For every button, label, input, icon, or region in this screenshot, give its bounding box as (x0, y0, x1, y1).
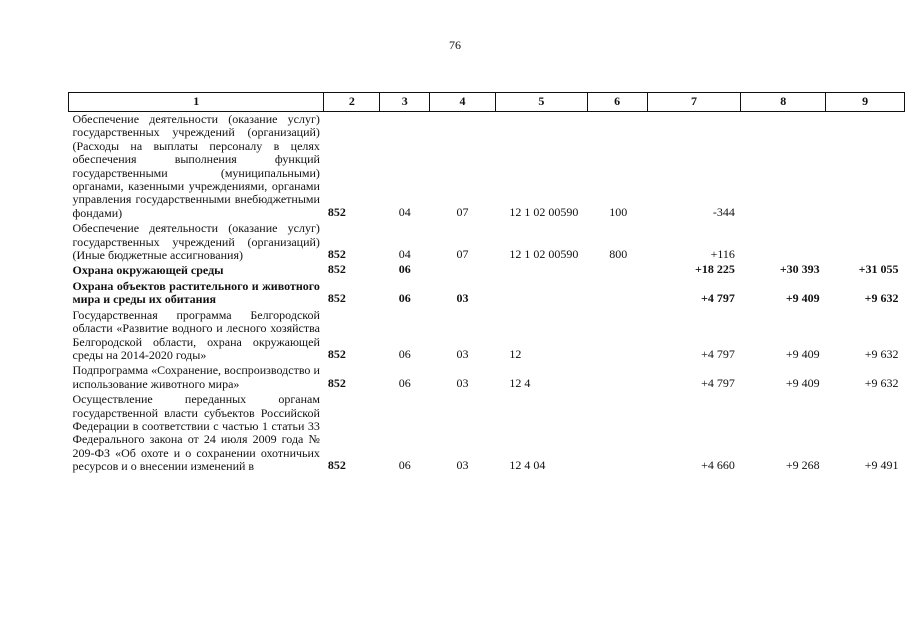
cell-subsection: 03 (456, 375, 469, 390)
cell-target-article (495, 279, 587, 308)
table-row (69, 363, 905, 392)
cell-expense-type (587, 279, 647, 308)
cell-ministry-code: 852 (327, 375, 346, 390)
page-number: 76 (449, 38, 461, 52)
cell-section: 06 (398, 262, 411, 277)
budget-table (68, 92, 905, 475)
cell-amount-col9: +9 632 (864, 375, 899, 390)
cell-ministry-code: 852 (327, 262, 346, 277)
cell-section: 04 (398, 204, 411, 219)
cell-amount-col7: +4 797 (701, 346, 735, 361)
cell-target-article: 12 1 02 00590 (509, 204, 579, 219)
column-header: 4 (430, 93, 496, 112)
cell-section: 06 (398, 458, 411, 473)
column-header: 2 (324, 93, 380, 112)
cell-section: 06 (398, 375, 411, 390)
cell-amount-col7: +4 797 (701, 291, 735, 306)
row-description: Охрана объектов растительного и животного мира и среды их обитания (72, 278, 320, 307)
cell-subsection: 07 (456, 204, 469, 219)
cell-amount-col8 (741, 221, 826, 263)
cell-amount-col7: +4 797 (701, 375, 735, 390)
cell-amount-col9: +9 632 (864, 346, 899, 361)
table-header-row (69, 93, 905, 112)
column-header: 9 (826, 93, 905, 112)
column-header: 7 (647, 93, 741, 112)
column-header: 6 (587, 93, 647, 112)
cell-amount-col9: +9 491 (864, 458, 899, 473)
cell-amount-col7: +116 (710, 247, 735, 262)
cell-amount-col9: +31 055 (858, 262, 899, 277)
cell-ministry-code: 852 (327, 458, 346, 473)
cell-subsection (430, 263, 496, 278)
cell-amount-col8: +9 409 (785, 375, 820, 390)
cell-subsection: 03 (456, 346, 469, 361)
cell-amount-col8: +9 409 (785, 346, 820, 361)
cell-expense-type (587, 392, 647, 474)
cell-target-article: 12 4 04 (509, 458, 546, 473)
table-row (69, 279, 905, 308)
cell-target-article: 12 4 (509, 375, 531, 390)
row-description: Охрана окружающей среды (72, 263, 224, 278)
cell-amount-col8: +30 393 (779, 262, 820, 277)
cell-amount-col8: +9 409 (785, 291, 820, 306)
cell-section: 04 (398, 247, 411, 262)
cell-ministry-code: 852 (327, 204, 346, 219)
cell-amount-col9 (826, 112, 905, 222)
table-row (69, 221, 905, 263)
cell-amount-col7: +18 225 (695, 262, 735, 277)
row-description: Подпрограмма «Сохранение, воспроизводство и использование животного мира» (72, 363, 320, 391)
row-description: Осуществление переданных органам государственной власти субъектов Российской Федерации в соответствии с частью 1 статьи 33 Федерального закона от 24 июля 2009 года № 209-ФЗ «Об охоте и о сохранении охотничьих ресурсов и о внесении изменений в (72, 392, 320, 474)
cell-amount-col9 (826, 221, 905, 263)
cell-ministry-code: 852 (327, 247, 346, 262)
table-row (69, 263, 905, 278)
column-header: 8 (741, 93, 826, 112)
table-row (69, 112, 905, 222)
cell-target-article (495, 263, 587, 278)
cell-target-article: 12 1 02 00590 (509, 247, 579, 262)
cell-amount-col9: +9 632 (864, 291, 899, 306)
cell-ministry-code: 852 (327, 346, 346, 361)
cell-section: 06 (398, 291, 411, 306)
table-row (69, 392, 905, 474)
cell-amount-col8: +9 268 (785, 458, 820, 473)
cell-target-article: 12 (509, 346, 522, 361)
cell-expense-type (587, 263, 647, 278)
row-description: Государственная программа Белгородской области «Развитие водного и лесного хозяйства Белгородской области, охрана окружающей среды на 2014-2020 годы» (72, 307, 320, 362)
cell-amount-col7: -344 (712, 204, 735, 219)
cell-subsection: 03 (456, 458, 469, 473)
cell-amount-col7: +4 660 (701, 458, 735, 473)
cell-amount-col8 (741, 112, 826, 222)
cell-subsection: 03 (456, 291, 469, 306)
table-row (69, 308, 905, 364)
cell-expense-type: 800 (609, 247, 628, 262)
cell-expense-type (587, 308, 647, 364)
column-header: 1 (69, 93, 324, 112)
row-description: Обеспечение деятельности (оказание услуг) государственных учреждений (организаций) (Иные бюджетные ассигнования) (72, 221, 320, 263)
column-header: 3 (380, 93, 430, 112)
cell-ministry-code: 852 (327, 291, 346, 306)
cell-expense-type (587, 363, 647, 392)
column-header: 5 (495, 93, 587, 112)
cell-subsection: 07 (456, 247, 469, 262)
cell-expense-type: 100 (609, 204, 628, 219)
cell-section: 06 (398, 346, 411, 361)
row-description: Обеспечение деятельности (оказание услуг) государственных учреждений (организаций) (Расходы на выплаты персоналу в целях обеспечения выполнения функций государственными (муниципальными) органами, казенными учреждениями, органами управления государственными внебюджетными фондами) (72, 112, 320, 220)
